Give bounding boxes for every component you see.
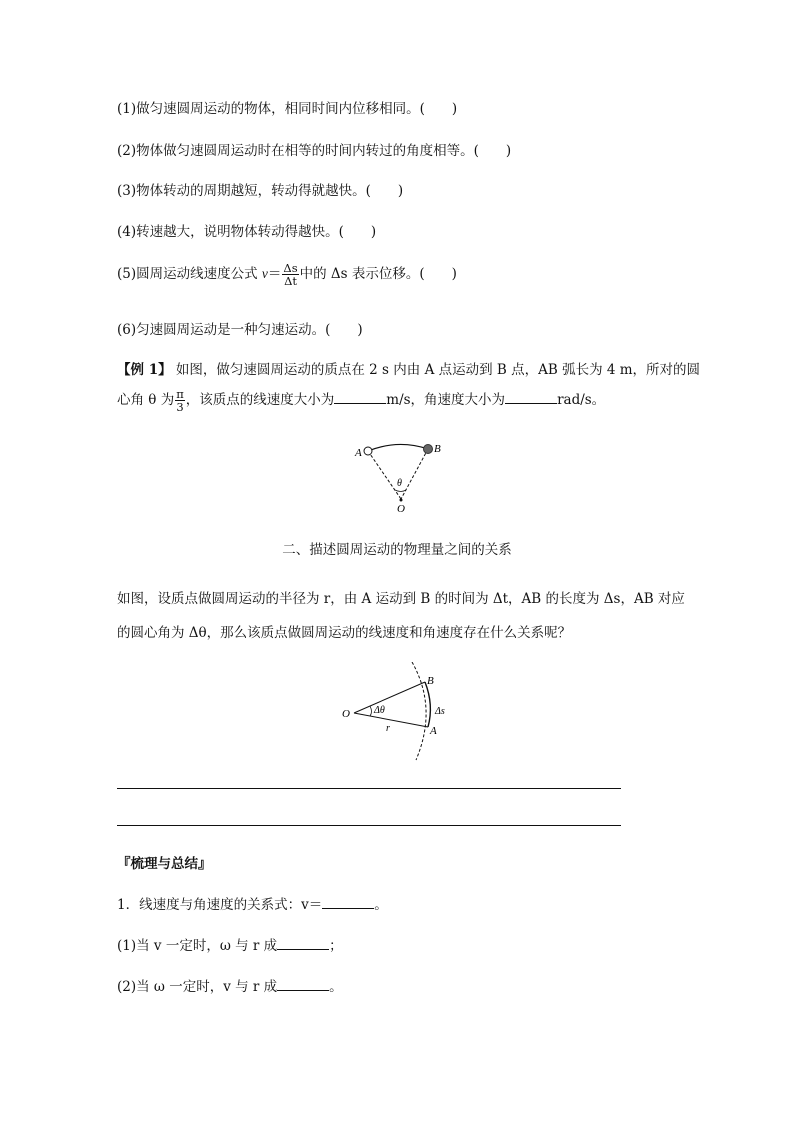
judgment-3: (3)物体转动的周期越短，转动得就越快。( ) [117, 183, 404, 199]
q5-num: Δs [283, 261, 298, 275]
angle-arc [395, 490, 406, 492]
example-line-1 [117, 358, 700, 378]
example-line-2 [117, 388, 605, 413]
point-b-circle [424, 445, 433, 454]
label-b-2: B [427, 675, 434, 687]
judgment-5 [117, 262, 457, 287]
summary-item-2 [117, 934, 343, 954]
label-o-2: O [342, 708, 350, 720]
radius-ob-line [354, 682, 425, 713]
summary-item-3 [117, 975, 343, 995]
para-line-2: 的圆心角为 Δθ，那么该质点做圆周运动的线速度和角速度存在什么关系呢？ [117, 625, 572, 641]
summary-blank-2[interactable] [277, 937, 329, 950]
label-o: O [397, 503, 405, 515]
q5-fraction [282, 262, 298, 287]
label-theta: θ [397, 478, 402, 489]
label-delta-s: Δs [435, 706, 445, 717]
pi-num: π [176, 387, 184, 401]
radius-oa [368, 451, 401, 499]
q5-v: v [261, 266, 268, 281]
summary-item-2-post: ； [329, 938, 343, 954]
answer-blank-1[interactable] [334, 391, 386, 404]
delta-theta-arc [370, 706, 372, 716]
para-line-1: 如图，设质点做圆周运动的半径为 r，由 A 运动到 B 的时间为 Δt，AB 的长度为 Δs，AB 对应 [117, 591, 685, 607]
summary-item-1-pre: 1．线速度与角速度的关系式：v＝ [117, 897, 323, 913]
label-a-2: A [430, 725, 437, 737]
summary-item-1-post: 。 [374, 897, 388, 913]
radius-ob [401, 449, 428, 499]
summary-item-3-pre: (2)当 ω 一定时，v 与 r 成 [117, 979, 278, 995]
example-unit-2: rad/s。 [557, 392, 606, 408]
example-text-2: 心角 θ 为 [117, 392, 175, 408]
judgment-2: (2)物体做匀速圆周运动时在相等的时间内转过的角度相等。( ) [117, 143, 512, 159]
label-r: r [386, 723, 390, 734]
label-a: A [355, 447, 362, 459]
summary-title: 『梳理与总结』 [117, 856, 212, 872]
label-delta-theta: Δθ [374, 705, 385, 716]
pi-over-3 [175, 388, 185, 413]
judgment-4: (4)转速越大，说明物体转动得越快。( ) [117, 224, 377, 240]
figure-arc-ab [340, 435, 460, 517]
summary-blank-3[interactable] [277, 978, 329, 991]
arc-ab [368, 444, 428, 451]
center-o-dot [400, 499, 403, 502]
example-text-3: ，该质点的线速度大小为 [185, 392, 335, 408]
example-tag: 【例 1】 [117, 362, 172, 378]
q5-post: 中的 Δs 表示位移。( ) [299, 266, 457, 282]
figure-sector [338, 662, 468, 762]
summary-item-1 [117, 893, 388, 913]
judgment-6: (6)匀速圆周运动是一种匀速运动。( ) [117, 322, 363, 338]
label-b: B [434, 443, 441, 455]
q5-den: Δt [284, 274, 297, 288]
point-a-circle [364, 447, 372, 455]
judgment-1: (1)做匀速圆周运动的物体，相同时间内位移相同。( ) [117, 101, 458, 117]
q5-pre: (5)圆周运动线速度公式 [117, 266, 262, 282]
answer-line-1[interactable] [117, 788, 621, 789]
q5-eq: ＝ [267, 266, 282, 282]
summary-item-3-post: 。 [329, 979, 343, 995]
radius-oa-line [354, 713, 428, 727]
section-title: 二、描述圆周运动的物理量之间的关系 [282, 542, 512, 558]
example-text-1: 如图，做匀速圆周运动的质点在 2 s 内由 A 点运动到 B 点，AB 弧长为 4 m，所对的圆 [171, 362, 701, 378]
summary-blank-1[interactable] [322, 896, 374, 909]
answer-blank-2[interactable] [505, 391, 557, 404]
answer-line-2[interactable] [117, 825, 621, 826]
example-unit-1: m/s，角速度大小为 [386, 392, 506, 408]
summary-item-2-pre: (1)当 v 一定时，ω 与 r 成 [117, 938, 278, 954]
dashed-circle-arc [412, 662, 426, 760]
pi-den: 3 [176, 400, 184, 414]
